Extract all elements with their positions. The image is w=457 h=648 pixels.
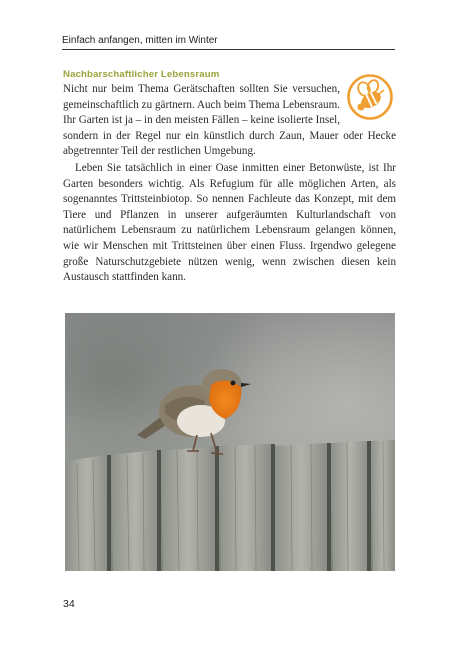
section-heading: Nachbarschaftlicher Lebensraum [63,69,220,80]
paragraph-1 [63,82,396,160]
header-rule [62,49,395,50]
robin-photo [65,313,395,571]
page-number: 34 [63,598,75,610]
robin-on-fence-image [65,313,395,571]
running-head: Einfach anfangen, mitten im Winter [62,35,218,46]
paragraph-1-text: Nicht nur beim Thema Gerätschaften sollten Sie versuchen, gemeinschaftlich zu gärtnern. Auch beim Thema Lebensraum. Ihr Garten ist ja – in den meisten Fällen – keine isolierte Insel, sondern in der Regel nur ein künstlich durch Zaun, Mauer oder Hecke abgetrennter Teil der restlichen Umgebung. [63,83,396,158]
paragraph-2: Leben Sie tatsächlich in einer Oase inmitten einer Betonwüste, ist Ihr Garten besonders wichtig. Als Refugium für alle möglichen Arten, als sogenanntes Trittsteinbiotop. So nennen Fachleute das Konzept, mit dem Tiere und Pflanzen in unserer aufgeräumten Kulturlandschaft von natürlichem Lebensraum zu natürlichem Lebensraum gelangen können, wie wir Menschen mit Trittsteinen über einen Fluss. Irgendwo gelegene große Naturschutzgebiete nützen wenig, wenn zwischen diesen kein Austausch stattfinden kann. [63,162,396,284]
wooden-fence [65,440,395,571]
